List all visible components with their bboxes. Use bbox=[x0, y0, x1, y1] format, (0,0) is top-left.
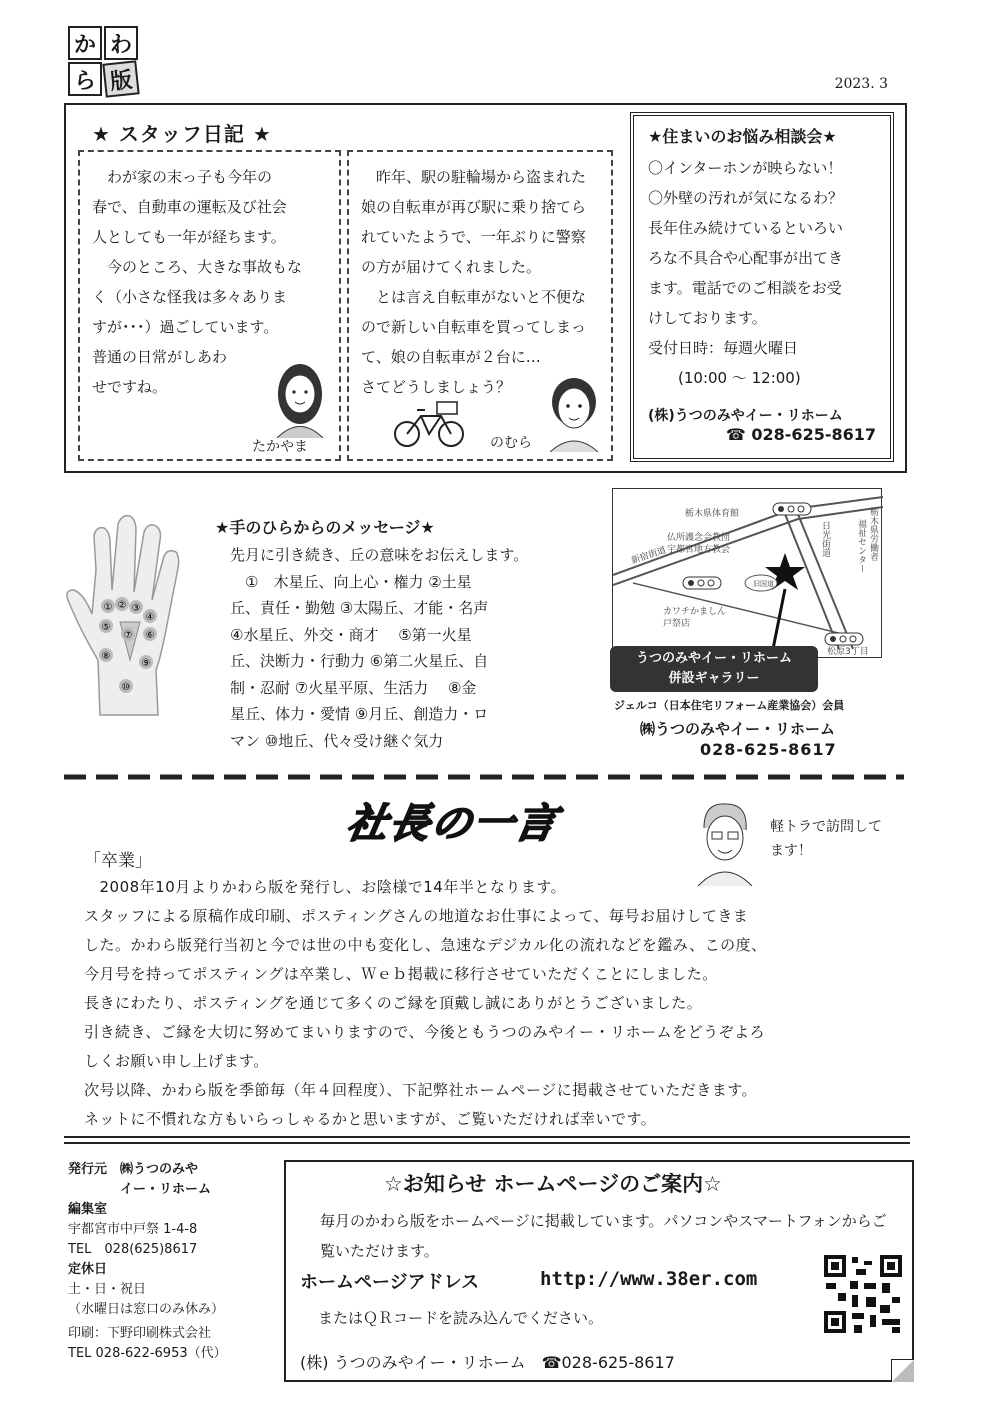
consult-phone: ☎ 028-625-8617 bbox=[725, 425, 876, 444]
section-divider bbox=[64, 771, 904, 783]
diary-line: く（小さな怪我は多々ありま bbox=[92, 288, 288, 306]
diary-line: 普通の日常がしあわ bbox=[92, 348, 228, 366]
president-column-title: 社長の一言 bbox=[343, 801, 562, 847]
qr-instruction: またはＱＲコードを読み込んでください。 bbox=[318, 1309, 604, 1327]
diary-line: れていたようで、一年ぶりに警察 bbox=[361, 228, 586, 246]
staff-portrait-icon bbox=[540, 372, 608, 452]
palm-message-title: ★手のひらからのメッセージ★ bbox=[215, 518, 435, 537]
palm-line: ④水星丘、外交・商才 ⑤第一火星 bbox=[230, 625, 472, 644]
palm-line: 制・忍耐 ⑦火星平原、生活力 ⑧金 bbox=[230, 678, 477, 697]
publisher-line: 土・日・祝日 bbox=[68, 1282, 147, 1297]
diary-line: ので新しい自転車を買ってしまっ bbox=[361, 318, 587, 336]
association-label: ジェルコ（日本住宅リフォーム産業協会）会員 bbox=[614, 699, 845, 712]
message-line: 長きにわたり、ポスティングを通じて多くのご縁を頂戴し誠にありがとうございました。 bbox=[84, 994, 703, 1012]
palm-mount-number: ⑦ bbox=[123, 630, 133, 641]
diary-line: わが家の末っ子も今年の bbox=[92, 168, 273, 186]
map-label: 栃木県体育館 bbox=[685, 509, 740, 519]
palm-illustration bbox=[60, 510, 200, 720]
footer-rule bbox=[64, 1142, 910, 1144]
consult-company: (株)うつのみやイー・リホーム bbox=[648, 408, 843, 424]
consult-title: ★住まいのお悩み相談会★ bbox=[648, 127, 837, 146]
palm-mount-number: ⑩ bbox=[121, 682, 131, 693]
diary-line: 昨年、駅の駐輪場から盗まれた bbox=[361, 168, 587, 186]
map-label: 宇都宮地方教会 bbox=[667, 545, 731, 555]
publisher-line: 定休日 bbox=[68, 1262, 108, 1277]
map-label: カワチかましん bbox=[663, 607, 727, 617]
speech-bubble: 軽トラで訪問して ます！ bbox=[770, 819, 882, 859]
publisher-line: （水曜日は窓口のみ休み） bbox=[68, 1302, 225, 1317]
consultation-box bbox=[630, 112, 894, 462]
homepage-label: ホームページアドレス bbox=[300, 1272, 480, 1293]
message-line: 2008年10月よりかわら版を発行し、お陰様で14年半となります。 bbox=[84, 878, 567, 896]
diary-line: の方が届けてくれました。 bbox=[361, 258, 542, 276]
palm-line: 先月に引き続き、丘の意味をお伝えします。 bbox=[230, 546, 529, 564]
palm-mount-number: ① bbox=[103, 602, 113, 613]
diary-line: とは言え自転車がないと不便な bbox=[361, 288, 587, 306]
logo-char: か bbox=[68, 26, 102, 60]
palm-line: ① 木星丘、向上心・権力 ②土星 bbox=[230, 572, 472, 591]
map-label: 松原3丁目 bbox=[827, 647, 869, 657]
publisher-phone: TEL 028(625)8617 bbox=[68, 1242, 198, 1257]
diary-line: 娘の自転車が再び駅に乗り捨てら bbox=[361, 198, 587, 216]
issue-date: 2023. 3 bbox=[834, 76, 888, 92]
map-label: 仏所護念会教団 bbox=[667, 533, 731, 543]
gallery-line: 併設ギャラリー bbox=[668, 671, 760, 686]
consult-line: 受付日時：毎週火曜日 bbox=[648, 339, 799, 357]
palm-line: 丘、責任・勤勉 ③太陽丘、才能・名声 bbox=[230, 599, 489, 617]
diary-line: 人としても一年が経ちます。 bbox=[92, 228, 286, 246]
map-label: 戸祭店 bbox=[663, 619, 691, 629]
message-line: スタッフによる原稿作成印刷、ポスティングさんの地道なお仕事によって、毎号お届けしてきま bbox=[84, 907, 749, 925]
map-label: 福祉センター bbox=[856, 519, 866, 573]
notice-company: (株) うつのみやイー・リホーム ☎028-625-8617 bbox=[300, 1353, 675, 1372]
staff-portrait-icon bbox=[265, 360, 335, 438]
qr-code-icon[interactable] bbox=[822, 1253, 904, 1335]
publisher-line: TEL 028-622-6953（代） bbox=[68, 1346, 227, 1361]
palm-line: 丘、決断力・行動力 ⑥第二火星丘、自 bbox=[230, 652, 489, 670]
publisher-line: 編集室 bbox=[68, 1202, 108, 1217]
staff-name: たかやま bbox=[252, 439, 308, 455]
message-line: しくお願い申し上げます。 bbox=[84, 1052, 269, 1070]
message-line: した。かわら版発行当初と今では世の中も変化し、急速なデジカル化の流れなどを鑑み、この度、 bbox=[84, 936, 767, 954]
diary-line: すが･･･）過ごしています。 bbox=[92, 318, 279, 336]
homepage-url-link[interactable]: http://www.38er.com bbox=[540, 1268, 758, 1290]
column-heading: 「卒業」 bbox=[84, 851, 152, 871]
masthead-logo bbox=[68, 26, 140, 98]
publisher-line: 発行元 ㈱うつのみや bbox=[68, 1162, 199, 1177]
palm-line: 星丘、体力・愛情 ⑨月丘、創造力・ロ bbox=[230, 705, 489, 723]
map-roads bbox=[613, 489, 883, 659]
map-label: 旧国道 bbox=[753, 580, 774, 588]
logo-char: わ bbox=[104, 26, 138, 60]
diary-line: せですね。 bbox=[92, 378, 168, 396]
palm-mount-number: ⑨ bbox=[141, 658, 151, 669]
message-line: 今月号を持ってポスティングは卒業し、Ｗｅｂ掲載に移行させていただくことにしました。 bbox=[84, 965, 718, 983]
message-line: ネットに不慣れな方もいらっしゃるかと思いますが、ご覧いただければ幸いです。 bbox=[84, 1110, 657, 1128]
page-curl bbox=[891, 1359, 914, 1382]
diary-line: さてどうしましょう？ bbox=[361, 378, 512, 396]
logo-char: 版 bbox=[102, 60, 139, 97]
diary-line: 今のところ、大きな事故もな bbox=[92, 258, 303, 276]
notice-title: ☆お知らせ ホームページのご案内☆ bbox=[384, 1172, 722, 1196]
consult-line: ろな不具合や心配事が出てき bbox=[648, 249, 844, 267]
location-map[interactable] bbox=[612, 488, 882, 658]
logo-char: ら bbox=[68, 62, 102, 96]
map-label: 日光街道 bbox=[820, 521, 830, 557]
diary-title: ★ スタッフ日記 ★ bbox=[92, 122, 272, 146]
gallery-label bbox=[610, 646, 818, 692]
footer-rule bbox=[64, 1136, 910, 1138]
palm-mount-number: ④ bbox=[145, 612, 155, 623]
gallery-line: うつのみやイー・リホーム bbox=[635, 651, 792, 666]
company-name: ㈱うつのみやイー・リホーム bbox=[640, 720, 836, 738]
map-label: 新宿街道 bbox=[630, 545, 668, 567]
diary-line: 春で、自動車の運転及び社会 bbox=[92, 198, 287, 216]
bicycle-icon bbox=[393, 398, 465, 448]
publisher-address: 宇都宮市中戸祭 1-4-8 bbox=[68, 1222, 198, 1237]
palm-mount-number: ③ bbox=[131, 603, 141, 614]
consult-line: けしております。 bbox=[648, 309, 767, 327]
president-message bbox=[84, 873, 914, 1134]
publisher-line: 印刷：下野印刷株式会社 bbox=[68, 1326, 212, 1341]
palm-line: マン ⑩地丘、代々受け継ぐ気力 bbox=[230, 731, 444, 750]
consult-line: 〇インターホンが映らない！ bbox=[648, 159, 843, 177]
palm-message-body bbox=[230, 542, 592, 754]
message-line: 次号以降、かわら版を季節毎（年４回程度）、下記弊社ホームページに掲載させていただきます。 bbox=[84, 1081, 758, 1099]
palm-mount-number: ⑧ bbox=[101, 651, 111, 662]
palm-mount-number: ② bbox=[117, 600, 127, 611]
consult-line: ます。電話でのご相談をお受 bbox=[648, 279, 842, 297]
diary-line: て、娘の自転車が２台に… bbox=[361, 348, 541, 366]
map-label: 栃木県労働者 bbox=[868, 507, 878, 561]
consult-line: 長年住み続けているといろい bbox=[648, 219, 844, 237]
palm-mount-number: ⑤ bbox=[101, 622, 111, 633]
publisher-line: イー・リホーム bbox=[68, 1182, 212, 1197]
message-line: 引き続き、ご縁を大切に努めてまいりますので、今後ともうつのみやイー・リホームをどうぞよろ bbox=[84, 1023, 766, 1041]
palm-mount-number: ⑥ bbox=[145, 630, 155, 641]
notice-body: 毎月のかわら版をホームページに掲載しています。パソコンやスマートフォンからご覧いただけます。 bbox=[320, 1212, 887, 1260]
company-phone: 028-625-8617 bbox=[700, 740, 837, 759]
consult-line: 〇外壁の汚れが気になるわ？ bbox=[648, 189, 844, 207]
staff-name: のむら bbox=[490, 435, 532, 451]
consult-line: (10:00 ～ 12:00) bbox=[648, 369, 801, 387]
publisher-info bbox=[68, 1160, 278, 1364]
